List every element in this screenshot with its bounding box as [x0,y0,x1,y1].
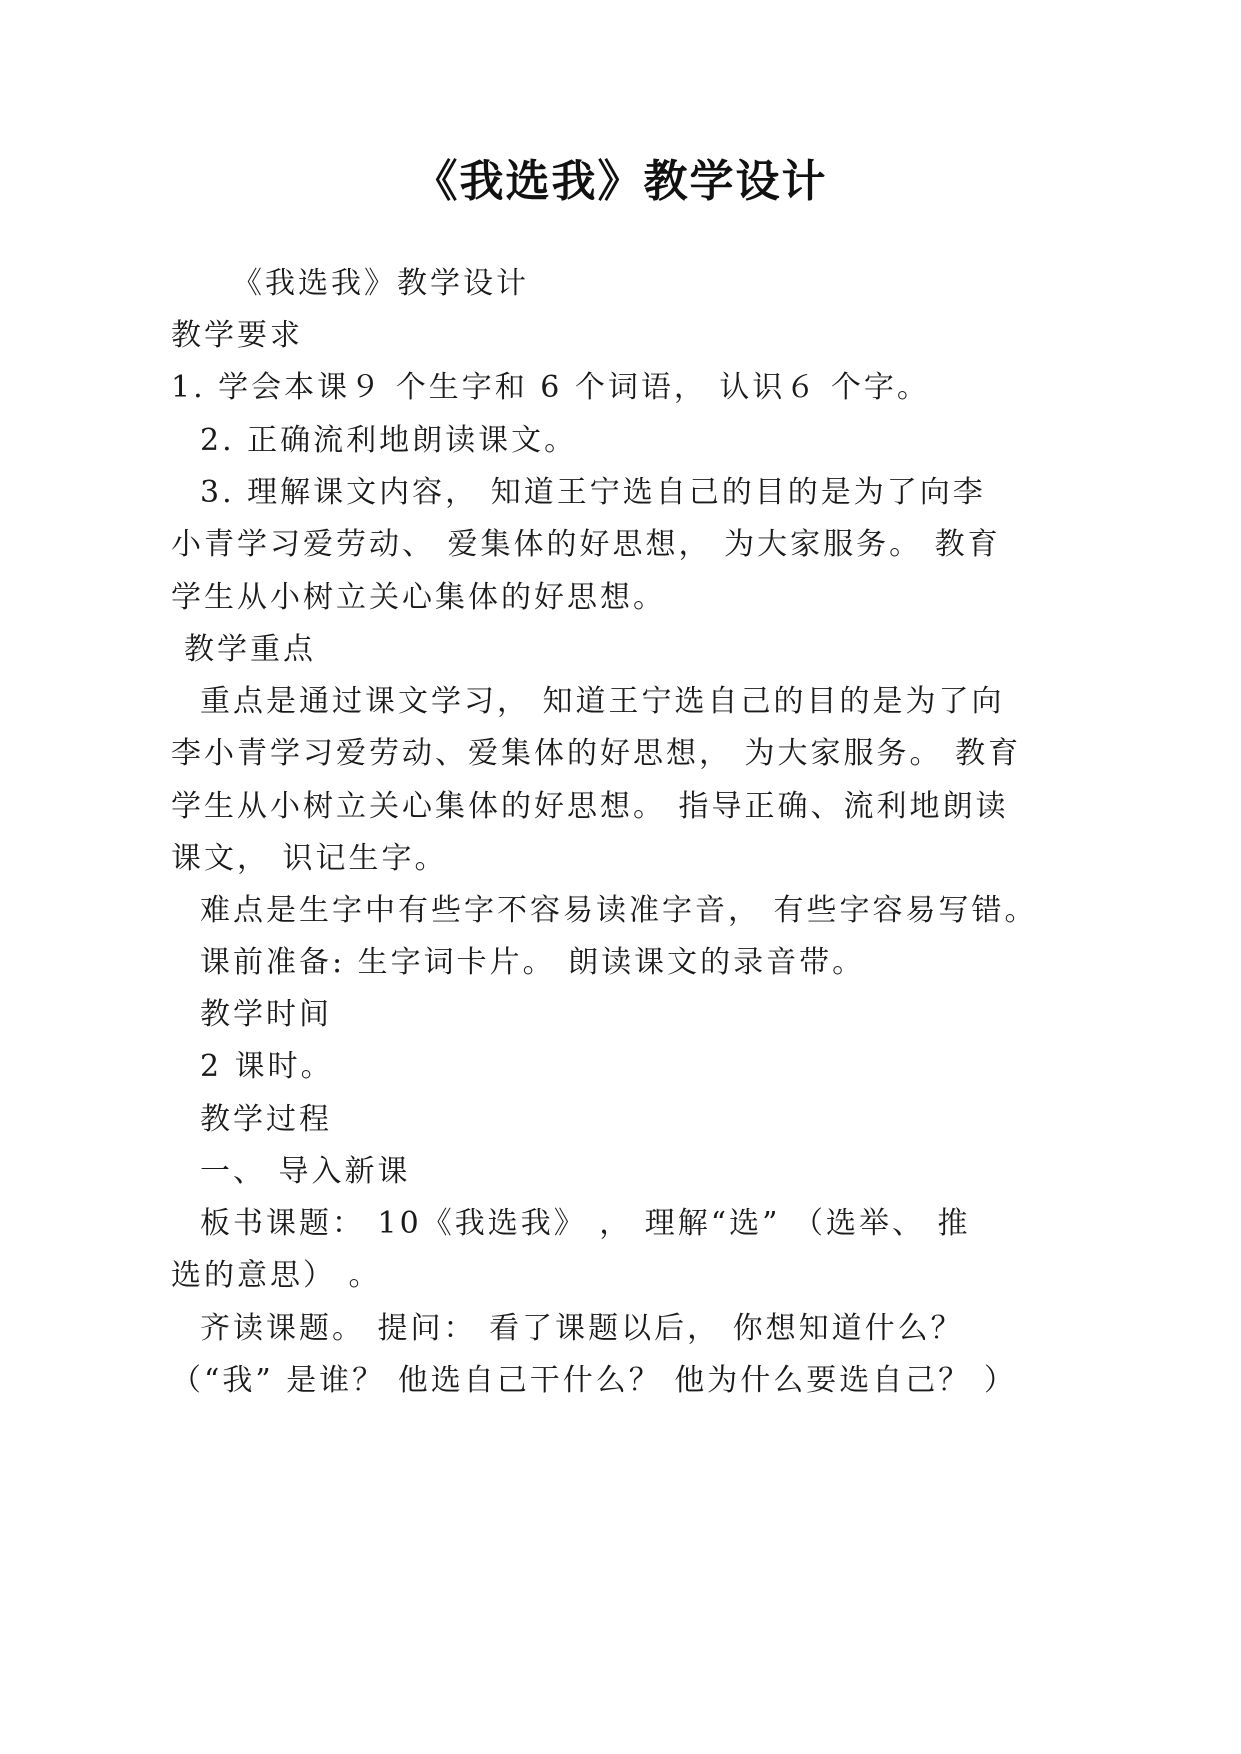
body-line: 齐读课题。 提问： 看了课题以后， 你想知道什么？ [200,1311,964,1346]
body-line: 课前准备: 生字词卡片。 朗读课文的录音带。 [200,945,866,980]
body-line: 课文， 识记生字。 [171,841,448,876]
heading-teaching-focus: 教学重点 [184,632,316,667]
body-line-subtitle: 《我选我》教学设计 [232,266,529,301]
heading-teaching-process: 教学过程 [200,1102,332,1137]
body-line: 板书课题： 10《我选我》 ， 理解“选” （选举、 推 [200,1206,971,1241]
body-line: 学生从小树立关心集体的好思想。 [171,580,666,615]
body-line: 3. 理解课文内容， 知道王宁选自己的目的是为了向李 [200,475,986,510]
body-line: 1. 学会本课９ 个生字和 6 个词语， 认识６ 个字。 [171,370,930,405]
heading-teaching-time: 教学时间 [200,997,332,1032]
body-line: 一、 导入新课 [200,1154,411,1189]
body-line: （“我” 是谁？ 他选自己干什么？ 他为什么要选自己？ ） [171,1363,1017,1398]
body-line: 2 课时。 [200,1049,334,1084]
body-line: 2. 正确流利地朗读课文。 [200,423,578,458]
heading-teaching-requirements: 教学要求 [171,318,303,353]
body-line: 李小青学习爱劳动、爱集体的好思想， 为大家服务。 教育 [171,736,1022,771]
body-line: 选的意思） 。 [171,1258,382,1293]
body-line: 重点是通过课文学习， 知道王宁选自己的目的是为了向 [200,684,1005,719]
body-line: 小青学习爱劳动、 爱集体的好思想， 为大家服务。 教育 [171,527,1001,562]
body-line: 学生从小树立关心集体的好思想。 指导正确、流利地朗读 [171,789,1009,824]
body-line: 难点是生字中有些字不容易读准字音， 有些字容易写错。 [200,893,1038,928]
document-title: 《我选我》教学设计 [413,156,828,207]
